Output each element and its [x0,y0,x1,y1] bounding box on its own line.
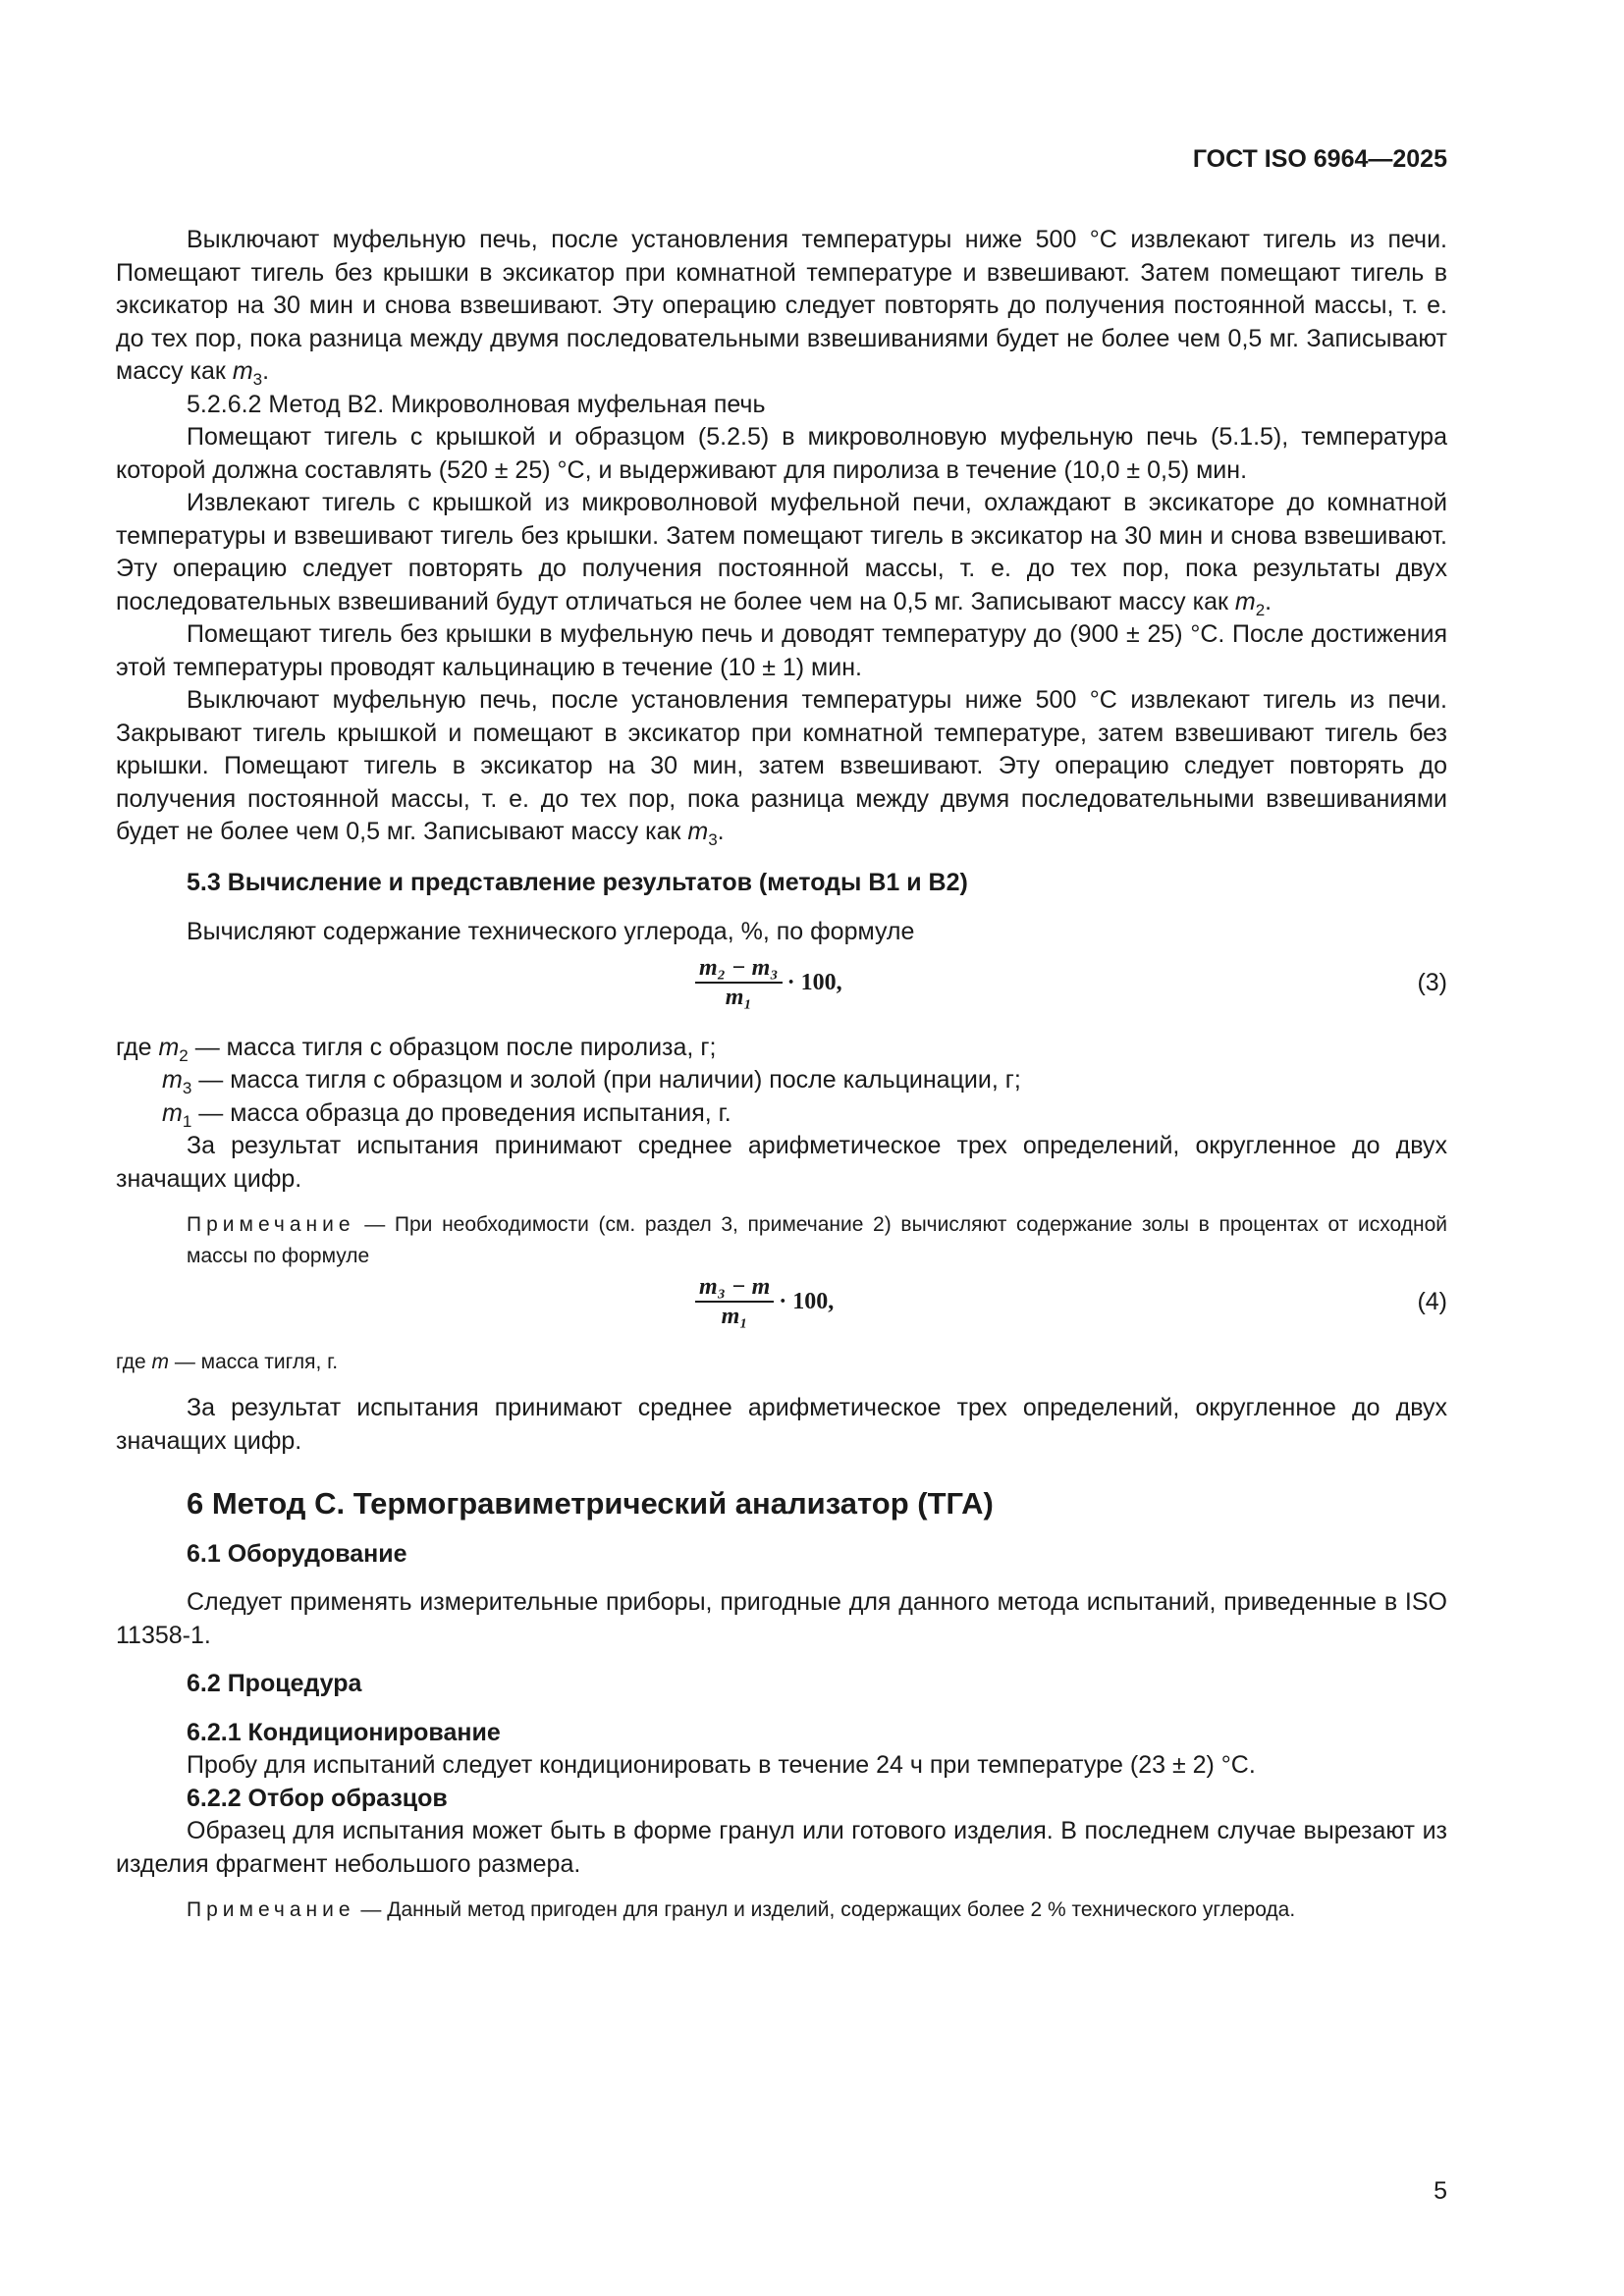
section-heading-6: 6 Метод С. Термогравиметрический анализатор (ТГА) [187,1486,994,1521]
formula-multiplier: · 100, [786,969,842,995]
paragraph: Вычисляют содержание технического углерода, %, по формуле [187,918,915,945]
paragraph: Образец для испытания может быть в форме гранул или готового изделия. В последнем случае вырезают из изделия фрагмент небольшого размера. [116,1817,1447,1878]
paragraph: Выключают муфельную печь, после установления температуры ниже 500 °C извлекают тигель из печи. Помещают тигель без крышки в эксикатор при комнатной температуре и взвешивают. Затем помещают тигель в эксикатор на 30 мин и снова взвешивают. Эту операцию следует повторять до получения постоянной массы, т. е. до тех пор, пока разница между двумя последовательными взвешиваниями будет не более чем 0,5 мг. Записывают массу как $m_3$. [116,226,1447,389]
formula-3 [116,955,1447,1020]
page-number: 5 [1434,2177,1447,2205]
document-body [116,224,1447,1926]
formula-4 [116,1274,1447,1339]
paragraph: Извлекают тигель с крышкой из микроволновой муфельной печи, охлаждают в эксикаторе до комнатной температуры и взвешивают тигель без крышки. Затем помещают тигель в эксикатор на 30 мин и снова взвешивают. Эту операцию следует повторять до получения постоянной массы, т. е. до тех пор, пока результаты двух последовательных взвешиваний будут отличаться не более чем на 0,5 мг. Записывают массу как $m_2$. [116,489,1447,619]
formula-denominator: m₁ [725,984,752,1010]
subsection-heading: 5.2.6.2 Метод B2. Микроволновая муфельная печь [187,390,766,418]
paragraph: За результат испытания принимают среднее арифметическое трех определений, округленное до двух значащих цифр. [116,1394,1447,1455]
note-label: Примечание [187,1898,355,1921]
where-list [116,1032,1447,1131]
paragraph: Следует применять измерительные приборы, пригодные для данного метода испытаний, приведенные в ISO 11358-1. [116,1588,1447,1649]
section-heading-6-1: 6.1 Оборудование [187,1539,407,1568]
formula-denominator: m₁ [721,1304,748,1329]
section-heading-5-3: 5.3 Вычисление и представление результатов (методы B1 и B2) [187,868,968,896]
section-heading-6-2: 6.2 Процедура [187,1670,362,1697]
formula-multiplier: · 100, [779,1289,835,1314]
where-item: где m — масса тигля, г. [116,1351,339,1373]
note: Примечание — Данный метод пригоден для гранул и изделий, содержащих более 2 % технического углерода. [187,1898,1296,1921]
equation-number: (4) [1417,1288,1447,1315]
paragraph: Выключают муфельную печь, после установления температуры ниже 500 °C извлекают тигель из печи. Закрывают тигель крышкой и помещают в эксикатор при комнатной температуре, затем взвешивают тигель без крышки. Помещают тигель в эксикатор на 30 мин, затем взвешивают. Эту операцию следует повторять до получения постоянной массы, т. е. до тех пор, пока разница между двумя последовательными взвешиваниями будет не более чем 0,5 мг. Записывают массу как $m_3$. [116,686,1447,849]
where-item: где $m_2$ — масса тигля с образцом после пиролиза, г; [116,1033,717,1065]
where-item: $m_1$ — масса образца до проведения испытания, г. [162,1098,731,1131]
section-heading-6-2-1: 6.2.1 Кондиционирование [187,1718,501,1746]
note: Примечание — При необходимости (см. раздел 3, примечание 2) вычисляют содержание золы в процентах от исходной массы по формуле [187,1213,1447,1267]
paragraph: За результат испытания принимают среднее арифметическое трех определений, округленное до двух значащих цифр. [116,1132,1447,1193]
formula-numerator: m₃ − m [695,1274,774,1303]
note-label: Примечание [187,1213,355,1236]
section-heading-6-2-2: 6.2.2 Отбор образцов [187,1784,448,1812]
paragraph: Пробу для испытаний следует кондиционировать в течение 24 ч при температуре (23 ± 2) °C. [187,1751,1256,1779]
equation-number: (3) [1417,968,1447,996]
formula-numerator: m₂ − m₃ [695,955,783,984]
paragraph: Помещают тигель с крышкой и образцом (5.2.5) в микроволновую муфельную печь (5.1.5), температура которой должна составлять (520 ± 25) °C, и выдерживают для пиролиза в течение (10,0 ± 0,5) мин. [116,423,1447,484]
paragraph: Помещают тигель без крышки в муфельную печь и доводят температуру до (900 ± 25) °C. После достижения этой температуры проводят кальцинацию в течение (10 ± 1) мин. [116,620,1447,681]
document-header: ГОСТ ISO 6964—2025 [1192,145,1447,173]
where-item: $m_3$ — масса тигля с образцом и золой (при наличии) после кальцинации, г; [162,1066,1021,1097]
